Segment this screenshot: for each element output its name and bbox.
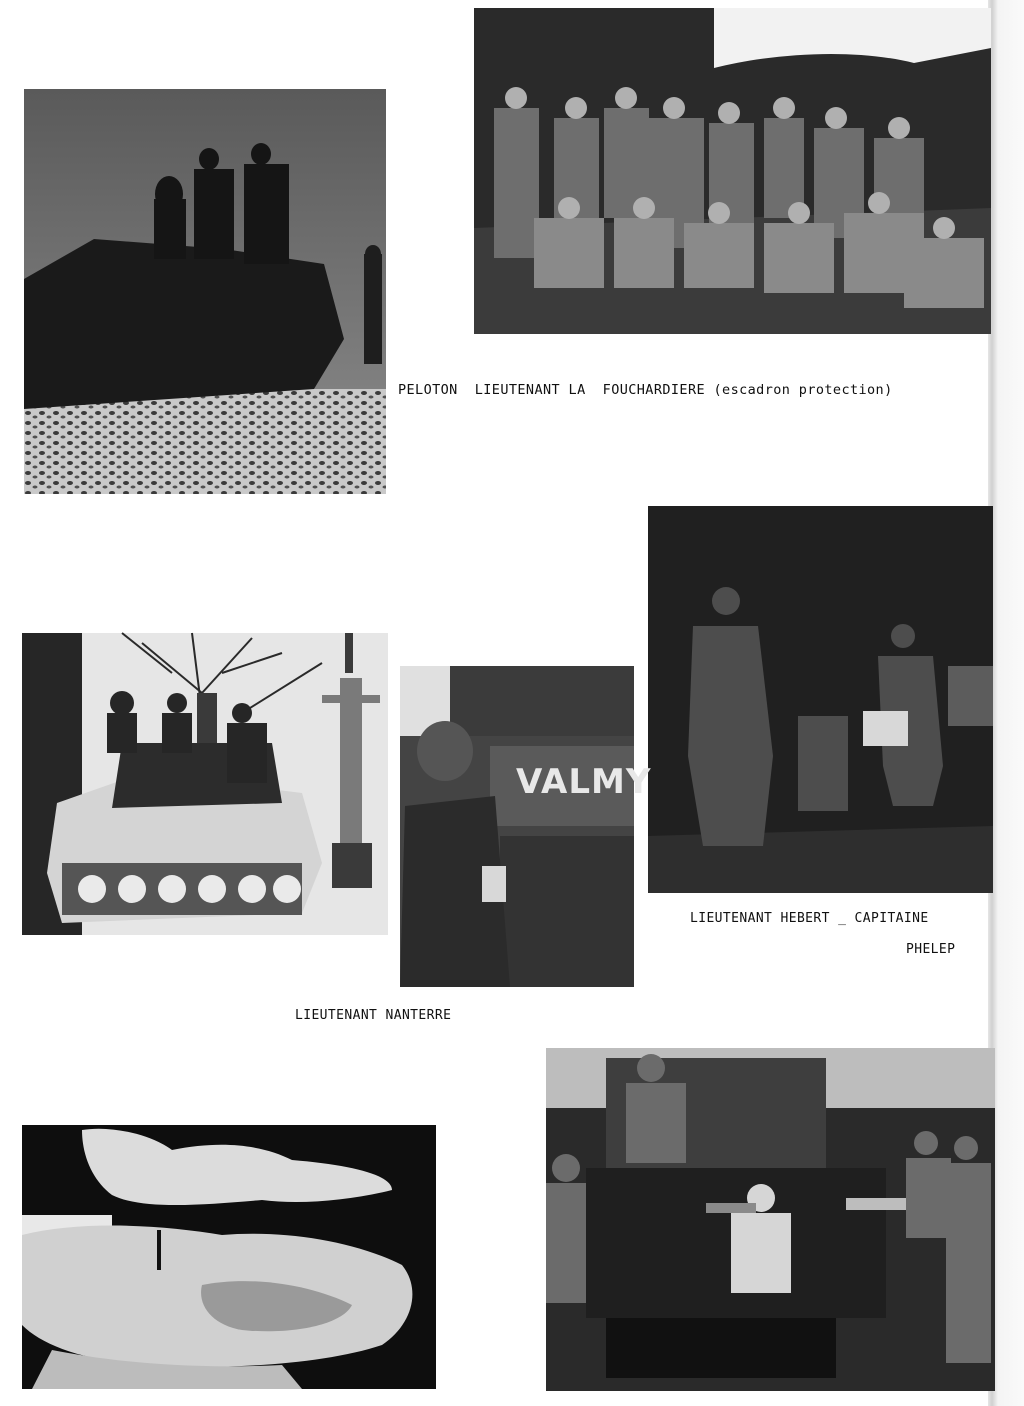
photo-peloton-group: [474, 8, 991, 334]
caption-hebert-line2: PHELEP: [906, 942, 956, 957]
photo-tank-silhouette: [24, 89, 386, 494]
photo-valmy-tank: [400, 666, 652, 987]
photo-snowy-tank-crucifix: [22, 633, 388, 935]
tank-name-valmy: VALMY: [516, 762, 652, 802]
photo-snow-covered-tank: [22, 1125, 436, 1389]
caption-peloton: PELOTON LIEUTENANT LA FOUCHARDIERE (escadron protection): [398, 382, 893, 398]
caption-hebert-line1: LIEUTENANT HEBERT _ CAPITAINE: [690, 911, 929, 926]
caption-nanterre: LIEUTENANT NANTERRE: [295, 1008, 452, 1023]
photo-hebert-phelep: [648, 506, 993, 893]
photo-crew-with-civilians: [546, 1048, 995, 1391]
